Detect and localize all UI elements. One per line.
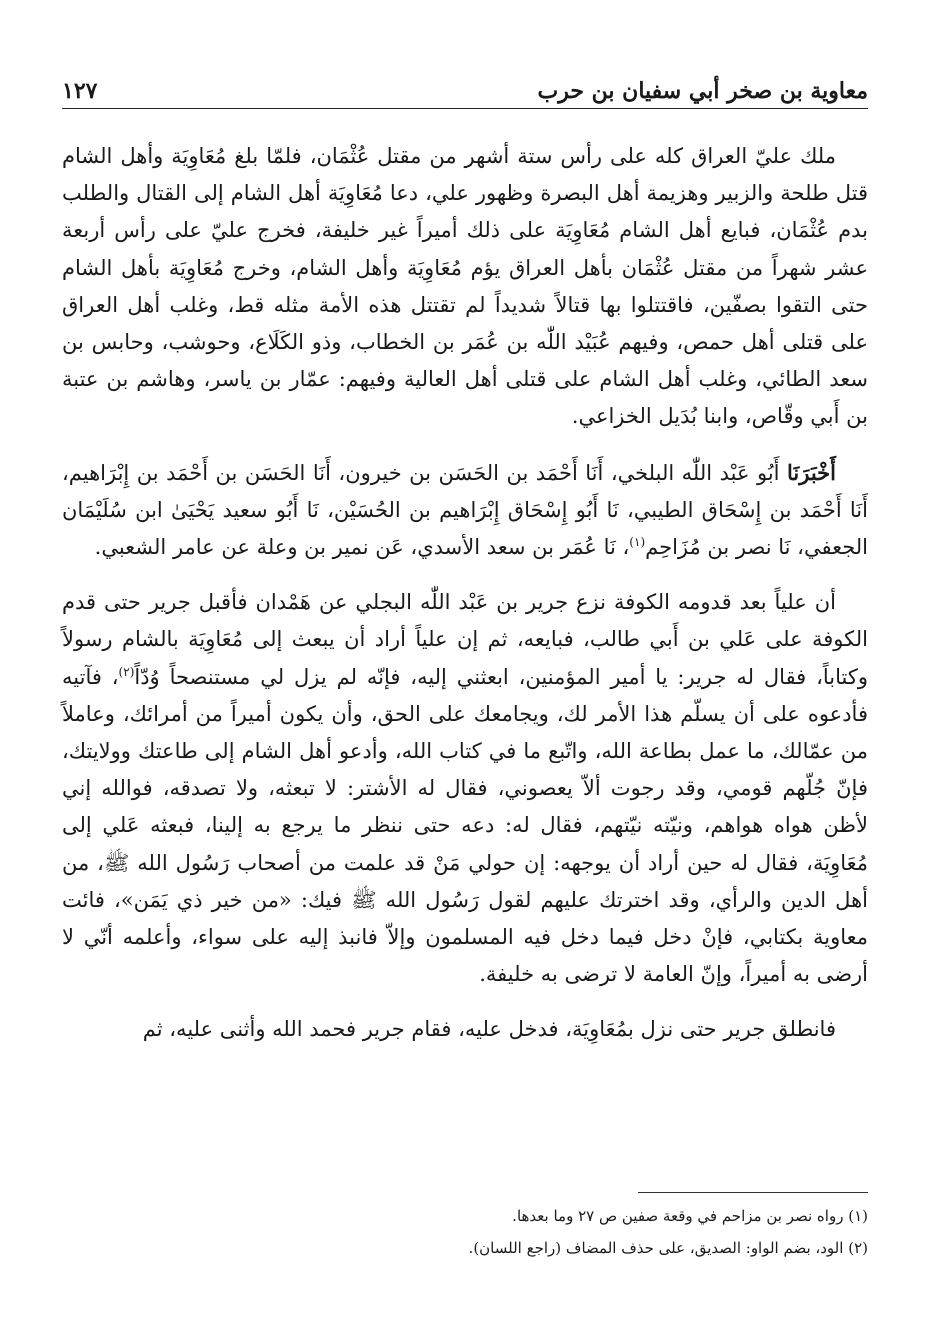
- footnote-number: (١): [848, 1207, 868, 1225]
- paragraph-text: ملك عليّ العراق كله على رأس ستة أشهر من مقتل عُثْمَان، فلمّا بلغ مُعَاوِيَة وأهل الشام قتل طلحة والزبير وهزيمة أهل البصرة وظهور علي، دعا مُعَاوِيَة أهل الشام إلى القتال والطلب بدم عُثْمَان، فبايع أهل الشام مُعَاوِيَة على ذلك أميراً غير خليفة، فخرج عليّ على رأس أربعة عشر شهراً من مقتل عُثْمَان بأهل العراق يؤم مُعَاوِيَة وأهل الشام، وخرج مُعَاوِيَة بأهل الشام حتى التقوا بصفّين، فاقتتلوا بها قتالاً شديداً لم تقتتل هذه الأمة مثله قط، وغلب أهل العراق على قتلى أهل حمص، وفيهم عُبَيْد اللّٰه بن عُمَر بن الخطاب، وذو الكَلَاع، وحوشب، وحابس بن سعد الطائي، وغلب أهل الشام على قتلى أهل العالية وفيهم: عمّار بن ياسر، وهاشم بن عتبة بن أَبي وقّاص، وابنا بُدَيل الخزاعي.: [62, 144, 868, 429]
- isnad-lead-word: أَخْبَرَنَا: [787, 459, 836, 485]
- footnote: [62, 1232, 868, 1264]
- footnote-text: الود، بضم الواو: الصديق، على حذف المضاف (راجع اللسان).: [468, 1239, 844, 1257]
- page-number: ١٢٧: [62, 78, 98, 104]
- paragraph: [62, 454, 868, 567]
- paragraph-text: ، فآتيه فأدعوه على أن يسلّم هذا الأمر لك، ويجامعك على الحق، وأن يكون أميراً من أمرائك، وعاملاً من عمّالك، ما عمل بطاعة الله، واتّبع ما في كتاب الله، وأدعو أهل الشام إلى طاعتك وولايتك، فإنّ جُلّهم قومي، وقد رجوت ألاّ يعصوني، فقال له الأشتر: لا تبعثه، ولا تصدقه، فوالله إني لأظن هواه هواهم، ونيّته نيّتهم، فقال له: دعه حتى ننظر ما يرجع به إلينا، فبعثه عَلي إلى مُعَاوِيَة، فقال له حين أراد أن يوجهه: إن حولي مَنْ قد علمت من أصحاب رَسُول الله ﷺ، من أهل الدين والرأي، وقد اخترتك عليهم لقول رَسُول الله ﷺ فيك: «من خير ذي يَمَن»، فائت معاوية بكتابي، فإنْ دخل فيما دخل فيه المسلمون وإلاّ فانبذ إليه على سواء، وأعلمه أنّي لا أرضى به أميراً، وإنّ العامة لا ترضى به خليفة.: [62, 664, 868, 987]
- paragraph-text: أَبُو عَبْد اللّٰه البلخي، أَنَا أَحْمَد بن الحَسَن بن خيرون، أَنَا الحَسَن بن أَحْمَد بن إِبْرَاهيم، أَنَا أَحْمَد بن إِسْحَاق الطيبي، نَا أَبُو إِسْحَاق إِبْرَاهيم بن الحُسَيْن، نَا أَبُو سعيد يَحْيَىٰ ابن سُلَيْمَان الجعفي، نَا نصر بن مُزَاحِم: [62, 460, 868, 560]
- footnote-rule: [638, 1192, 868, 1193]
- paragraph-text: أن علياً بعد قدومه الكوفة نزع جرير بن عَبْد اللّٰه البجلي عن هَمْدان فأقبل جرير حتى قدم الكوفة على عَلي بن أَبي طالب، فبايعه، ثم إن علياً أراد أن يبعث إلى مُعَاوِيَة بالشام رسولاً وكتاباً، فقال له جرير: يا أمير المؤمنين، ابعثني إليه، فإنّه لم يزل لي مستنصحاً وُدّاً: [62, 590, 868, 689]
- footnote-text: رواه نصر بن مزاحم في وقعة صفين ص ٢٧ وما بعدها.: [512, 1207, 844, 1225]
- page-header: [62, 64, 868, 104]
- footnotes: [62, 1200, 868, 1264]
- paragraph: [62, 1011, 868, 1048]
- main-text: [62, 138, 868, 1067]
- footnote: [62, 1200, 868, 1232]
- paragraph: [62, 138, 868, 436]
- running-title: معاوية بن صخر أبي سفيان بن حرب: [537, 78, 868, 104]
- paragraph-text: فانطلق جرير حتى نزل بمُعَاوِيَة، فدخل عليه، فقام جرير فحمد الله وأثنى عليه، ثم: [142, 1017, 836, 1042]
- header-rule: [62, 108, 868, 109]
- paragraph-text: ، نَا عُمَر بن سعد الأسدي، عَن نمير بن وعلة عن عامر الشعبي.: [94, 535, 630, 560]
- footnote-number: (٢): [848, 1239, 868, 1257]
- footnote-reference[interactable]: (٢): [118, 664, 135, 679]
- footnote-reference[interactable]: (١): [629, 535, 646, 550]
- paragraph: [62, 584, 868, 993]
